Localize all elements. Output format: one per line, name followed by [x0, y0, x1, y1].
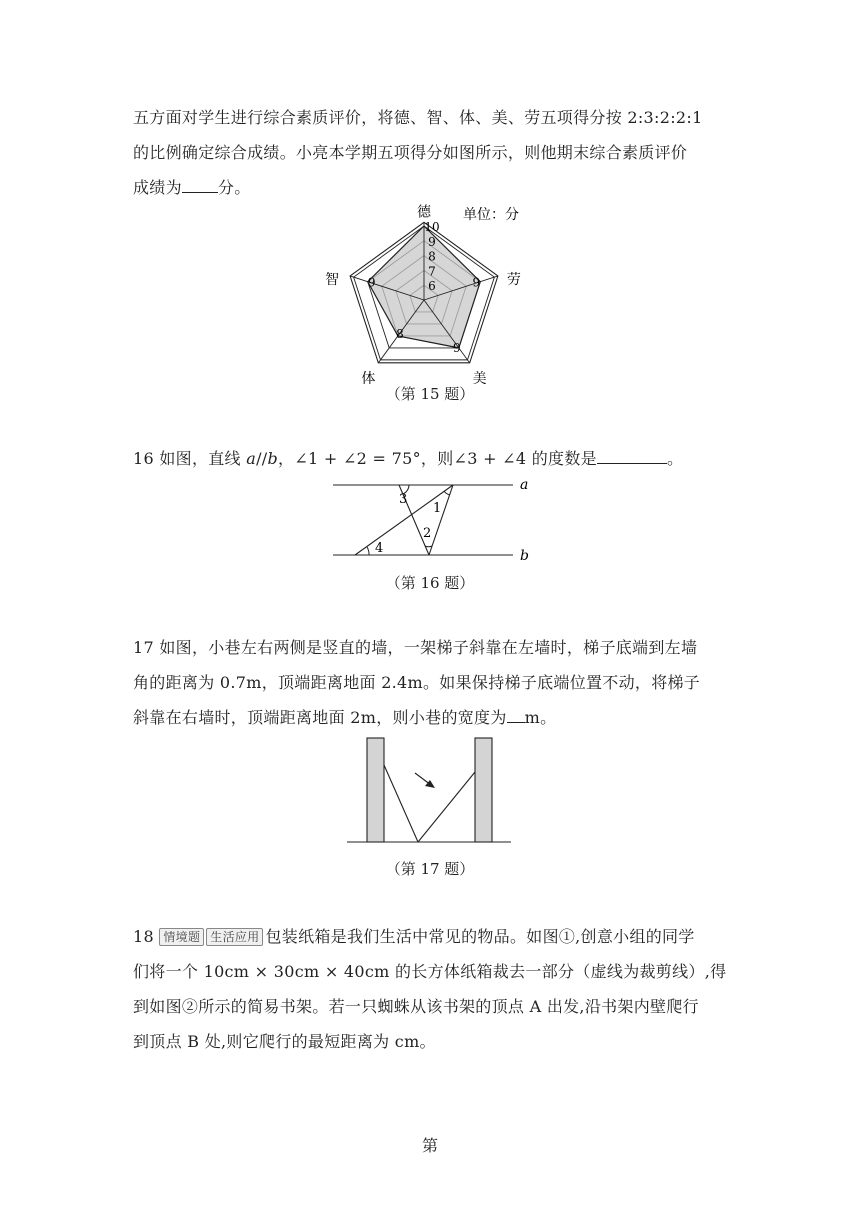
angle-4-arc — [367, 547, 369, 555]
q16-line — [133, 441, 733, 476]
q16-parallel: // — [256, 449, 268, 468]
tag-scenario-badge: 情境题 — [159, 928, 204, 946]
q16-var-a: a — [246, 449, 257, 468]
radar-point-label: 9 — [452, 340, 461, 355]
q17-answer-blank — [507, 708, 525, 723]
q17-line3-before: 斜靠在右墙时，顶端距离地面 2m，则小巷的宽度为 — [133, 708, 507, 727]
angle-3-label: 3 — [399, 492, 408, 507]
q18-line1-rest: 包装纸箱是我们生活中常见的物品。如图①,创意小组的同学 — [265, 927, 695, 946]
q17-line3-after: m。 — [524, 708, 557, 727]
alley-ladder-figure — [345, 735, 515, 847]
q15-line3-after: 分。 — [217, 178, 251, 197]
q17-line2: 角的距离为 0.7m，顶端距离地面 2.4m。如果保持梯子底端位置不动，将梯子 — [133, 673, 701, 692]
q16-var-b: b — [267, 449, 279, 468]
q15-answer-blank — [182, 178, 218, 193]
radar-axis-label: 智 — [325, 271, 340, 288]
transversal-right — [429, 485, 453, 555]
radar-chart — [325, 200, 521, 387]
radar-tick-label: 7 — [428, 264, 436, 279]
radar-tick-label: 9 — [428, 234, 436, 249]
radar-point-label: 9 — [367, 275, 376, 290]
radar-axis-label: 体 — [361, 370, 376, 387]
angle-1-arc — [444, 491, 450, 495]
q16-answer-blank — [597, 449, 667, 464]
angle-1-label: 1 — [433, 501, 442, 516]
radar-axis-label: 美 — [472, 370, 487, 387]
parallel-lines-figure — [325, 473, 535, 565]
radar-tick-label: 6 — [428, 279, 436, 294]
q15-line2: 的比例确定综合成绩。小亮本学期五项得分如图所示，则他期末综合素质评价 — [133, 143, 688, 162]
q18-line4: 到顶点 B 处,则它爬行的最短距离为 cm。 — [133, 1032, 436, 1051]
q18-line2: 们将一个 10cm × 30cm × 40cm 的长方体纸箱裁去一部分（虚线为裁剪线）,得 — [133, 962, 727, 981]
radar-axis-label: 劳 — [506, 271, 521, 288]
radar-tick-label: 10 — [424, 220, 440, 234]
q15-line1: 五方面对学生进行综合素质评价，将德、智、体、美、劳五项得分按 2:3:2:2:1 — [133, 108, 703, 127]
angle-4-label: 4 — [375, 541, 384, 556]
q16-text-before: 16 如图，直线 — [133, 449, 247, 468]
radar-axis-label: 德 — [417, 204, 431, 221]
line-b-label: b — [520, 548, 529, 564]
q18-line3: 到如图②所示的简易书架。若一只蜘蛛从该书架的顶点 A 出发,沿书架内壁爬行 — [133, 997, 699, 1016]
angle-2-label: 2 — [423, 526, 432, 541]
q16-text-mid: ，∠1 + ∠2 = 75°，则∠3 + ∠4 的度数是 — [278, 449, 597, 468]
q17-line1: 17 如图，小巷左右两侧是竖直的墙，一架梯子斜靠在左墙时，梯子底端到左墙 — [133, 638, 698, 657]
q15-line3-before: 成绩为 — [133, 178, 182, 197]
ladder-right — [418, 772, 475, 842]
radar-tick-label: 8 — [428, 249, 436, 264]
right-wall — [475, 738, 492, 842]
radar-point-label: 9 — [472, 275, 481, 290]
q15-caption: （第 15 题） — [385, 385, 475, 403]
page-footer: 第 — [421, 1136, 438, 1155]
q17-caption: （第 17 题） — [385, 860, 475, 878]
q17-line3 — [133, 700, 733, 735]
q18-line1 — [133, 919, 733, 954]
q18-number: 18 — [133, 927, 160, 946]
line-a-label: a — [520, 477, 529, 493]
ladder-left — [384, 765, 418, 842]
radar-unit-label: 单位：分 — [463, 207, 519, 223]
q16-text-after: 。 — [666, 449, 684, 468]
tag-life-application-badge: 生活应用 — [206, 928, 263, 946]
radar-point-label: 8 — [396, 326, 404, 341]
angle-2-arc — [425, 546, 432, 547]
left-wall — [367, 738, 384, 842]
q16-caption: （第 16 题） — [385, 574, 475, 592]
